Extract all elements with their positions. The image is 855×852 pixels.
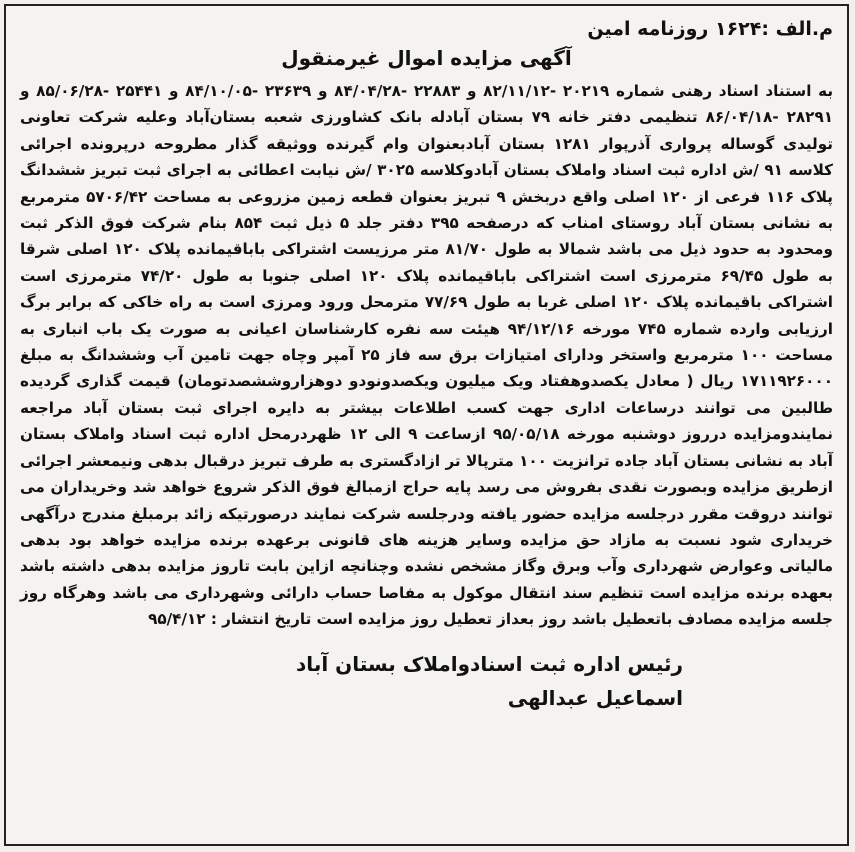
- newspaper-reference: م.الف :۱۶۲۴ روزنامه امین: [587, 18, 833, 40]
- notice-body: به استناد اسناد رهنی شماره ۲۰۲۱۹ -۸۲/۱۱/۱۲ و ۲۲۸۸۳ -۸۴/۰۴/۲۸ و ۲۳۶۳۹ -۸۴/۱۰/۰۵ و ۲۵۴۴۱ -۸۵/۰۶/۲۸ و ۲۸۲۹۱ -۸۶/۰۴/۱۸ تنظیمی دفتر خانه ۷۹ بستان آبادله بانک کشاورزی شعبه بستان‌آباد وعلیه شرکت تعاونی تولیدی گوساله پرواری آذرپوار ۱۲۸۱ بستان آبادبعنوان وام گیرنده ووثیقه گذار مطروحه درپرونده اجرائی کلاسه ۹۱ /ش اداره ثبت اسناد واملاک بستان آبادوکلاسه ۳۰۲۵ /ش نیابت اعطائی به اجرای ثبت تبریز ششدانگ پلاک ۱۱۶ فرعی از ۱۲۰ اصلی واقع دربخش ۹ تبریز بعنوان قطعه زمین مزروعی به مساحت ۵۷۰۶/۴۲ مترمربع به نشانی بستان آباد روستای امناب که درصفحه ۳۹۵ دفتر جلد ۵ ذیل ثبت ۸۵۴ بنام شرکت فوق الذکر ثبت ومحدود به حدود ذیل می باشد شمالا به طول ۸۱/۷۰ متر مرزیست اشتراکی باباقیمانده پلاک ۱۲۰ اصلی شرقا به طول ۶۹/۴۵ مترمرزی است اشتراکی باباقیمانده پلاک ۱۲۰ اصلی جنوبا به طول ۷۴/۲۰ مترمرزی است اشتراکی باقیمانده پلاک ۱۲۰ اصلی غربا به طول ۷۷/۶۹ مترمحل ورود ومرزی است به راه خاکی که برابر برگ ارزیابی وارده شماره ۷۴۵ مورخه ۹۴/۱۲/۱۶ هیئت سه نفره کارشناسان اعیانی به صورت یک باب انباری به مساحت ۱۰۰ مترمربع واستخر ودارای امتیازات برق سه فاز ۲۵ آمپر وچاه جهت تامین آب وششدانگ به مبلغ ۱۷۱۱۹۲۶۰۰۰ ریال ( معادل یکصدوهفتاد ویک میلیون ویکصدونودو دوهزاروششصدتومان) قیمت گذاری گردیده طالبین می توانند درساعات اداری جهت کسب اطلاعات بیشتر به دایره اجرای ثبت بستان آباد مراجعه نمایندومزایده درروز دوشنبه مورخه ۹۵/۰۵/۱۸ ازساعت ۹ الی ۱۲ ظهردرمحل اداره ثبت اسناد واملاک بستان آباد به نشانی بستان آباد جاده ترانزیت ۱۰۰ مترپالا تر ازادگستری به طرف تبریز درقبال بدهی ونیمعشر اجرائی ازطریق مزایده وبصورت نقدی بفروش می رسد پایه حراج ازمبالغ فوق الذکر شروع خواهد شد وخریداران می توانند دروقت مقرر درجلسه مزایده حضور یافته ودرجلسه شرکت نمایند درصورتیکه زائد برمبلغ مندرج درآگهی خریداری شود نسبت به مازاد حق مزایده وسایر هزینه های قانونی برعهده برنده مزایده خواهد بود بدهی مالیاتی وعوارض شهرداری وآب وبرق وگاز مشخص نشده وچنانچه ازاین بابت تاروز مزایده بدهی داشته باشد بعهده برنده مزایده است تنظیم سند انتقال موکول به مفاصا حساب دارائی وشهرداری می باشد وهرگاه روز جلسه مزایده مصادف باتعطیل باشد روز بعداز تعطیل روز مزایده است تاریخ انتشار : ۹۵/۴/۱۲: [20, 82, 834, 629]
- auction-notice: [4, 4, 849, 846]
- signatory-title: رئیس اداره ثبت اسنادواملاک بستان آباد: [296, 651, 683, 676]
- signatory-name: اسماعیل عبدالهی: [507, 685, 683, 710]
- signature-block: [20, 647, 833, 715]
- notice-title: آگهی مزایده اموال غیرمنقول: [281, 46, 572, 70]
